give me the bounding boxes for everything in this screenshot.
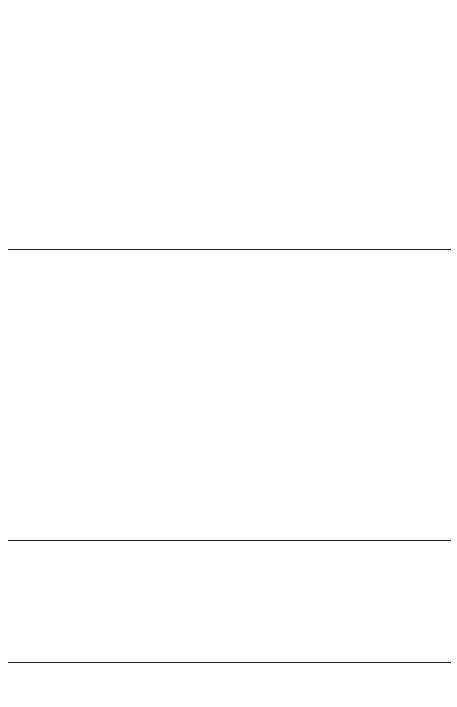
translation-top-rule xyxy=(8,662,451,663)
commentary-bottom-rule xyxy=(8,540,451,541)
commentary-top-rule xyxy=(8,249,451,250)
